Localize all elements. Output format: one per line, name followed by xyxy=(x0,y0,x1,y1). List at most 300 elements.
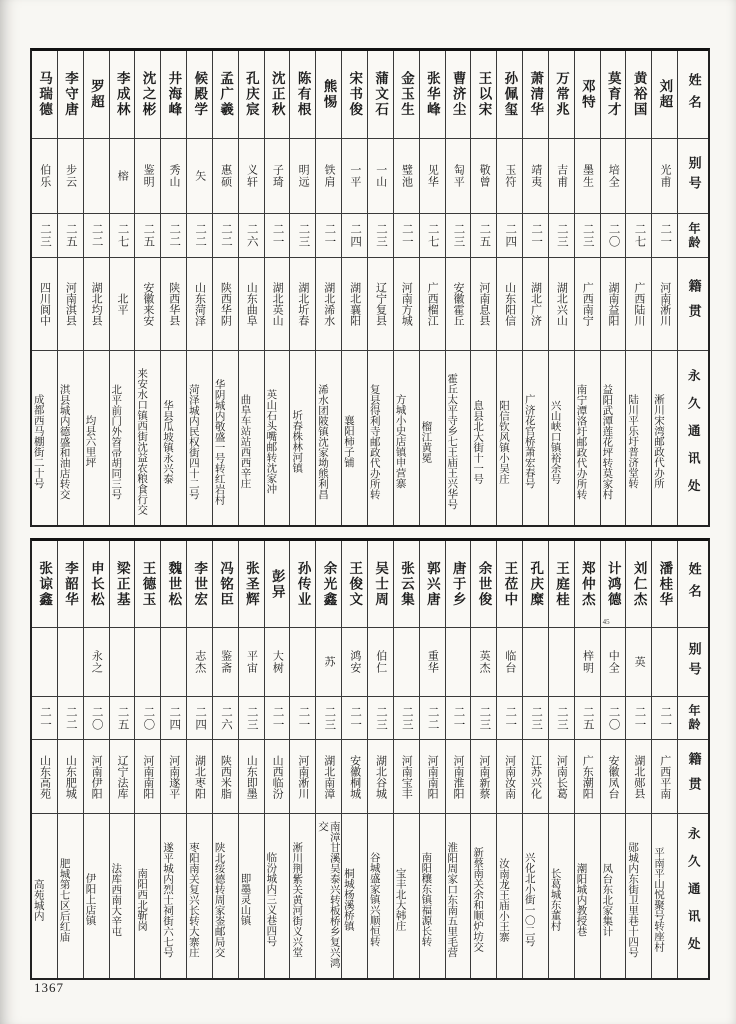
header-address-cell xyxy=(678,351,708,525)
origin-cell xyxy=(523,258,548,351)
person-age: 二三 xyxy=(39,223,52,248)
person-address: 兴化北小街一〇二号 xyxy=(523,852,535,947)
age-cell xyxy=(161,214,186,258)
person-column xyxy=(186,541,212,978)
person-address: 方城小史店镇申营寨 xyxy=(394,394,406,489)
age-cell xyxy=(316,697,341,740)
person-age: 二四 xyxy=(504,223,517,248)
name-cell xyxy=(58,541,83,628)
origin-cell xyxy=(265,740,290,814)
age-cell xyxy=(110,214,135,258)
address-cell xyxy=(110,814,135,978)
name-cell xyxy=(213,541,238,628)
origin-cell xyxy=(446,258,471,351)
person-age: 二二 xyxy=(426,705,439,731)
person-age: 二三 xyxy=(555,705,568,731)
person-address: 成都西马棚街二十号 xyxy=(32,394,44,489)
person-alias: 步云 xyxy=(64,164,77,188)
alias-cell xyxy=(316,628,341,697)
name-cell xyxy=(471,541,496,628)
alias-cell xyxy=(626,628,651,697)
person-alias: 璧池 xyxy=(400,164,413,188)
person-address: 均县六里坪 xyxy=(84,415,96,468)
person-age: 二〇 xyxy=(90,705,103,731)
name-cell xyxy=(497,541,522,628)
person-age: 二一 xyxy=(659,223,672,248)
person-origin: 广东潮阳 xyxy=(581,754,594,799)
name-cell xyxy=(213,51,238,139)
person-name: 熊惕 xyxy=(321,79,337,110)
person-origin: 广西榴江 xyxy=(426,282,439,326)
person-column xyxy=(32,541,57,978)
person-alias: 铁肩 xyxy=(323,164,336,188)
alias-cell xyxy=(549,628,574,697)
person-column xyxy=(57,51,83,525)
address-cell xyxy=(549,814,574,978)
address-cell xyxy=(213,351,238,525)
name-cell xyxy=(523,51,548,139)
name-cell xyxy=(523,541,548,628)
person-address: 长葛城东董村 xyxy=(549,868,561,931)
person-alias: 一平 xyxy=(348,164,361,188)
person-age: 二三 xyxy=(323,705,336,731)
person-column xyxy=(419,51,445,525)
name-cell xyxy=(342,541,367,628)
alias-cell xyxy=(420,628,445,697)
alias-cell xyxy=(652,139,677,214)
person-age: 二一 xyxy=(504,705,517,731)
age-cell xyxy=(239,214,264,258)
origin-cell xyxy=(265,258,290,351)
address-cell xyxy=(471,351,496,525)
name-cell xyxy=(652,541,677,628)
person-address: 浠水团陂镇沈家坳熊利昌 xyxy=(317,383,329,500)
person-origin: 河南淅川 xyxy=(658,282,671,326)
person-origin: 北平 xyxy=(116,293,128,315)
person-origin: 辽宁法库 xyxy=(116,754,128,799)
person-address: 淮阳周家口东南五里毛营 xyxy=(446,841,458,958)
alias-cell xyxy=(626,139,651,214)
header-label-name: 姓名 xyxy=(686,72,702,117)
origin-cell xyxy=(420,258,445,351)
person-origin: 河南宝丰 xyxy=(400,754,413,799)
origin-cell xyxy=(394,740,419,814)
origin-cell xyxy=(161,258,186,351)
person-name: 井海峰 xyxy=(166,71,182,118)
header-label-name: 姓名 xyxy=(686,562,702,606)
person-origin: 山东菏泽 xyxy=(193,282,206,326)
person-name: 余世俊 xyxy=(476,560,492,608)
person-name: 冯铭臣 xyxy=(218,560,234,608)
person-address: 南宁潭洛圩邮政代办所转 xyxy=(575,383,587,500)
name-cell xyxy=(135,541,160,628)
person-age: 二二 xyxy=(194,223,207,248)
header-age-cell xyxy=(678,697,708,740)
person-column xyxy=(289,541,315,978)
person-age: 二六 xyxy=(219,705,232,731)
person-origin: 山东肥城 xyxy=(64,754,77,799)
person-alias: 伯乐 xyxy=(38,164,51,188)
age-cell xyxy=(290,214,315,258)
age-cell xyxy=(110,697,135,740)
origin-cell xyxy=(135,740,160,814)
address-cell xyxy=(265,814,290,978)
person-age: 二一 xyxy=(633,705,646,731)
person-origin: 安徽凤台 xyxy=(607,754,620,799)
person-origin: 河南南阳 xyxy=(141,754,154,799)
person-column xyxy=(600,51,626,525)
person-origin: 河南新蔡 xyxy=(477,754,490,799)
address-cell xyxy=(135,814,160,978)
person-alias: 培全 xyxy=(607,164,620,188)
name-cell xyxy=(265,541,290,628)
person-column xyxy=(574,51,600,525)
person-origin: 山西临汾 xyxy=(271,754,284,799)
person-column xyxy=(238,51,264,525)
origin-cell xyxy=(290,258,315,351)
alias-cell xyxy=(601,628,626,697)
person-origin: 湖北枣阳 xyxy=(193,754,206,799)
person-age: 二四 xyxy=(168,705,181,731)
age-cell xyxy=(420,214,445,258)
person-alias: 大树 xyxy=(271,650,284,674)
person-origin: 四川阆中 xyxy=(38,282,51,326)
origin-cell xyxy=(58,740,83,814)
person-address: 南阳西北靳岗 xyxy=(136,868,148,931)
alias-cell xyxy=(84,628,109,697)
origin-cell xyxy=(368,258,393,351)
person-name: 莫育才 xyxy=(605,71,621,118)
person-address: 临汾城内三义巷四号 xyxy=(265,852,277,947)
person-address: 宝丰北大韩庄 xyxy=(394,868,406,931)
person-alias: 玉符 xyxy=(503,164,516,188)
person-address: 息县北大街十一号 xyxy=(472,399,484,484)
person-name: 王庭桂 xyxy=(554,560,570,608)
page-number: 1367 xyxy=(34,980,64,995)
header-name-cell xyxy=(678,51,708,139)
person-origin: 河南淇县 xyxy=(64,282,77,326)
person-alias: 鉴斋 xyxy=(219,650,232,674)
person-origin: 湖北襄阳 xyxy=(348,282,361,326)
person-column xyxy=(419,541,445,978)
origin-cell xyxy=(316,258,341,351)
origin-cell xyxy=(213,258,238,351)
address-cell xyxy=(394,814,419,978)
person-address: 广济花官桥萧宏春号 xyxy=(523,394,535,489)
origin-cell xyxy=(420,740,445,814)
origin-cell xyxy=(213,740,238,814)
address-cell xyxy=(239,814,264,978)
person-name: 王德玉 xyxy=(140,560,156,608)
person-column xyxy=(212,541,238,978)
person-origin: 湖北兴山 xyxy=(555,282,568,326)
person-age: 二一 xyxy=(400,223,413,248)
age-cell xyxy=(213,697,238,740)
person-column xyxy=(289,51,315,525)
address-cell xyxy=(652,814,677,978)
age-cell xyxy=(316,214,341,258)
name-cell xyxy=(161,541,186,628)
alias-cell xyxy=(239,139,264,214)
name-cell xyxy=(58,51,83,139)
alias-cell xyxy=(135,139,160,214)
origin-cell xyxy=(523,740,548,814)
age-cell xyxy=(58,214,83,258)
name-cell xyxy=(110,541,135,628)
name-cell xyxy=(626,51,651,139)
alias-cell xyxy=(446,139,471,214)
person-column xyxy=(367,541,393,978)
age-cell xyxy=(58,697,83,740)
alias-cell xyxy=(342,628,367,697)
alias-cell xyxy=(135,628,160,697)
header-alias-cell xyxy=(678,628,708,697)
origin-cell xyxy=(187,258,212,351)
address-cell xyxy=(626,351,651,525)
address-cell xyxy=(601,351,626,525)
address-cell xyxy=(84,814,109,978)
person-name: 李韶华 xyxy=(63,560,79,608)
person-column xyxy=(496,51,522,525)
address-cell xyxy=(265,351,290,525)
alias-cell xyxy=(187,139,212,214)
register-table-top xyxy=(30,48,710,527)
person-alias: 鸿安 xyxy=(348,650,361,674)
person-alias: 见华 xyxy=(426,164,439,188)
alias-cell xyxy=(575,628,600,697)
person-alias: 义轩 xyxy=(245,164,258,188)
header-age-cell xyxy=(678,214,708,258)
address-cell xyxy=(84,351,109,525)
person-column xyxy=(651,541,677,978)
address-cell xyxy=(213,814,238,978)
origin-cell xyxy=(110,740,135,814)
person-name: 潘桂华 xyxy=(657,560,673,608)
person-name: 吴士周 xyxy=(373,560,389,608)
person-column xyxy=(522,541,548,978)
person-alias: 英杰 xyxy=(478,650,491,674)
address-cell xyxy=(446,351,471,525)
age-cell xyxy=(187,697,212,740)
person-origin: 河南息县 xyxy=(477,282,490,326)
person-column xyxy=(32,51,57,525)
age-cell xyxy=(549,214,574,258)
age-cell xyxy=(368,214,393,258)
age-cell xyxy=(575,697,600,740)
person-column xyxy=(134,541,160,978)
person-age: 二一 xyxy=(271,223,284,248)
person-alias: 志杰 xyxy=(193,650,206,674)
header-origin-cell xyxy=(678,258,708,351)
alias-cell xyxy=(420,139,445,214)
origin-cell xyxy=(342,740,367,814)
person-age: 二三 xyxy=(452,223,465,248)
origin-cell xyxy=(601,740,626,814)
person-name: 唐于乡 xyxy=(450,560,466,608)
person-column xyxy=(470,51,496,525)
alias-cell xyxy=(523,139,548,214)
origin-cell xyxy=(626,740,651,814)
alias-cell xyxy=(265,139,290,214)
address-cell xyxy=(420,351,445,525)
address-cell xyxy=(187,351,212,525)
header-label-age: 年龄 xyxy=(686,221,701,250)
person-name: 王以宋 xyxy=(476,71,492,118)
person-address: 桐城杨溪桥镇 xyxy=(342,868,354,931)
age-cell xyxy=(161,697,186,740)
person-origin: 安徽桐城 xyxy=(348,754,361,799)
person-name: 彭异 xyxy=(269,568,285,600)
person-address: 平南平山悦聚号转座村 xyxy=(653,847,664,952)
person-name: 金玉生 xyxy=(398,71,414,118)
person-address: 曲阜车站站西西辛庄 xyxy=(239,394,251,489)
person-name: 李守唐 xyxy=(63,71,79,118)
person-address: 益阳武潭莲花坪转莫家村 xyxy=(601,383,613,500)
person-name: 马瑞德 xyxy=(37,71,53,118)
person-alias: 永之 xyxy=(90,650,103,674)
origin-cell xyxy=(239,740,264,814)
person-address: 淅川宋湾邮政代办所 xyxy=(653,394,664,489)
age-cell xyxy=(446,697,471,740)
person-address: 华阴城内敬盛一号转红岩村 xyxy=(213,378,225,505)
person-name: 陈有根 xyxy=(295,71,311,118)
alias-cell xyxy=(213,139,238,214)
person-address: 阳信钦风镇小吴庄 xyxy=(497,399,509,484)
age-cell xyxy=(523,697,548,740)
alias-cell xyxy=(368,139,393,214)
alias-cell xyxy=(161,628,186,697)
person-origin: 安徽来安 xyxy=(141,282,154,326)
alias-cell xyxy=(265,628,290,697)
person-name: 李世宏 xyxy=(192,560,208,608)
alias-cell xyxy=(523,628,548,697)
address-cell xyxy=(342,814,367,978)
origin-cell xyxy=(497,258,522,351)
name-cell xyxy=(290,541,315,628)
person-alias: 墨生 xyxy=(581,164,594,188)
origin-cell xyxy=(342,258,367,351)
person-address: 华县瓜坡镇永兴泰 xyxy=(161,399,173,484)
address-cell xyxy=(601,814,626,978)
origin-cell xyxy=(187,740,212,814)
person-age: 二五 xyxy=(478,223,491,248)
address-cell xyxy=(368,814,393,978)
person-name: 孔庆糜 xyxy=(528,560,544,608)
person-alias: 中全 xyxy=(607,650,620,674)
header-address-cell xyxy=(678,814,708,978)
age-cell xyxy=(652,697,677,740)
address-cell xyxy=(368,351,393,525)
person-name: 沈之彬 xyxy=(140,71,156,118)
person-origin: 广西陆川 xyxy=(632,282,645,326)
person-origin: 湖南益阳 xyxy=(607,282,620,326)
person-name: 万常兆 xyxy=(554,71,570,118)
person-alias: 靖夷 xyxy=(529,164,542,188)
name-cell xyxy=(549,541,574,628)
person-alias: 苏 xyxy=(323,656,336,668)
name-cell xyxy=(135,51,160,139)
person-alias: 光甫 xyxy=(658,164,671,188)
person-address: 兴山峡口镇裕余号 xyxy=(549,399,561,484)
address-cell xyxy=(575,814,600,978)
person-alias: 匋平 xyxy=(452,164,465,188)
alias-cell xyxy=(290,628,315,697)
person-address: 来安水口镇西街沈益农粮食行交 xyxy=(136,368,148,515)
person-column xyxy=(341,51,367,525)
person-alias: 惠硕 xyxy=(219,164,232,188)
person-age: 二一 xyxy=(271,705,284,731)
alias-cell xyxy=(652,628,677,697)
age-cell xyxy=(549,697,574,740)
person-name: 孙佩玺 xyxy=(502,71,518,118)
origin-cell xyxy=(161,740,186,814)
name-cell xyxy=(368,51,393,139)
name-cell xyxy=(239,541,264,628)
age-cell xyxy=(84,697,109,740)
person-alias: 榕 xyxy=(116,170,129,182)
age-cell xyxy=(497,697,522,740)
person-name: 孟广羲 xyxy=(218,71,234,118)
origin-cell xyxy=(290,740,315,814)
alias-cell xyxy=(32,628,57,697)
age-cell xyxy=(32,697,57,740)
person-name: 郑仲杰 xyxy=(579,560,595,608)
alias-cell xyxy=(342,139,367,214)
person-column xyxy=(625,541,651,978)
register-table-bottom xyxy=(30,538,710,980)
person-column xyxy=(186,51,212,525)
address-cell xyxy=(420,814,445,978)
header-column xyxy=(677,51,708,525)
person-age: 二一 xyxy=(297,705,310,731)
age-cell xyxy=(342,697,367,740)
person-age: 二〇 xyxy=(607,705,620,731)
person-age: 二一 xyxy=(452,705,465,731)
person-column xyxy=(548,541,574,978)
person-age: 二一 xyxy=(530,223,543,248)
person-address: 凤台东北家集计 xyxy=(601,862,613,937)
person-age: 二三 xyxy=(245,705,258,731)
person-address: 英山石头嘴邮转沈家冲 xyxy=(265,389,277,494)
person-age: 二三 xyxy=(530,705,543,731)
origin-cell xyxy=(549,740,574,814)
person-column xyxy=(600,541,626,978)
address-cell xyxy=(575,351,600,525)
person-column xyxy=(470,541,496,978)
person-column xyxy=(315,51,341,525)
person-address: 肥城第七区后红庙 xyxy=(58,857,70,942)
address-cell xyxy=(161,351,186,525)
alias-cell xyxy=(497,139,522,214)
person-address: 霍丘太平寺乡七王庙王兴华号 xyxy=(446,373,458,510)
age-cell xyxy=(290,697,315,740)
person-address: 菏泽城内民权街四十二号 xyxy=(187,383,199,500)
address-cell xyxy=(110,351,135,525)
person-age: 二〇 xyxy=(142,705,155,731)
name-cell xyxy=(626,541,651,628)
person-origin: 湖北郧县 xyxy=(632,754,645,799)
alias-cell xyxy=(446,628,471,697)
person-origin: 河南方城 xyxy=(400,282,413,326)
address-cell xyxy=(342,351,367,525)
alias-cell xyxy=(32,139,57,214)
name-cell xyxy=(420,541,445,628)
age-cell xyxy=(135,214,160,258)
person-address: 北平前门外笤帚胡同三号 xyxy=(110,383,122,500)
address-cell xyxy=(58,351,83,525)
age-cell xyxy=(187,214,212,258)
origin-cell xyxy=(549,258,574,351)
